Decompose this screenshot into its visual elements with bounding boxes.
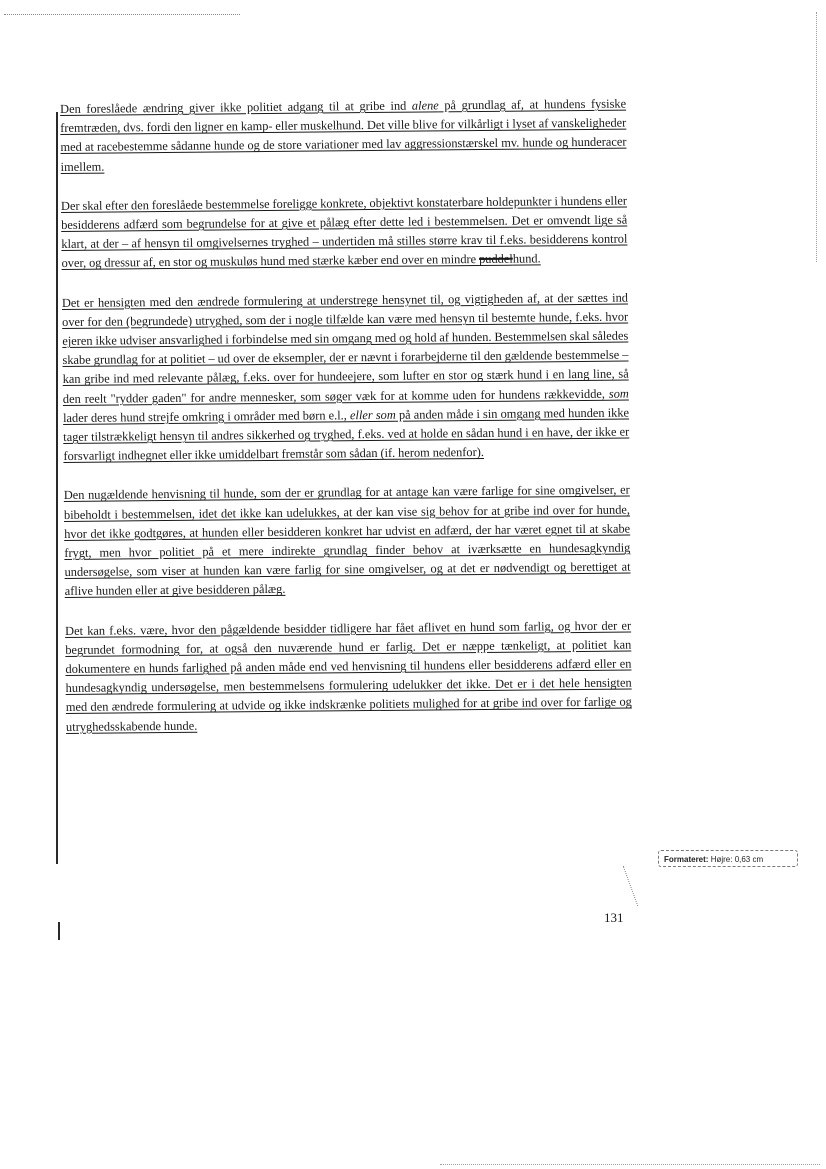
comment-leader-line — [623, 866, 669, 906]
paragraph-text: Den nugældende henvisning til hunde, som der er grundlag for at antage kan være farlige for sine omgivelser, er bibeholdt i bestemmelsen, idet det ikke kan udelukkes, at der kan vise sig behov for at gribe ind over for hunde, hvor det ikke godtgøres, at hunden eller besidderen konkret har udvist en adfærd, der har været egnet til at skabe frygt, men hvor politiet på et mere indirekte grundlag finder behov at iværksætte en hundesagkyndig undersøgelse, som viser at hunden kan være farlig for sine omgivelser, og at det er nødvendigt og berettiget at aflive hunden eller at give besidderen pålæg. — [63, 483, 631, 599]
revision-change-bar-lower — [58, 922, 60, 940]
italic-text: som — [608, 386, 629, 401]
body-paragraph — [65, 616, 632, 737]
comment-text: Højre: 0,63 cm — [710, 855, 764, 864]
page-number: 131 — [604, 910, 624, 925]
comment-label: Formateret: — [664, 855, 709, 864]
deleted-text: puddel — [478, 252, 513, 267]
paragraph-text: lader deres hund strejfe omkring i områder med børn e.l., — [62, 408, 351, 425]
paragraph-text: Det er hensigten med den ændrede formulering at understrege hensynet til, og vigtigheden af, at der sættes ind over for den (begrundede) utryghed, som der i nogle tilfælde kan være med hensyn til bestemte hunde, f.eks. hvor ejeren ikke udviser ansvarlighed i forbindelse med sin omgang med og hold af hunden. Bestemmelsen skal således skabe grundlag for at politiet – ud over de eksempler, der er nævnt i forarbejderne til den gældende bestemmelse – kan gribe ind med relevante pålæg, f.eks. over for hundeejere, som lufter en stor og stærk hund i en lang line, så den reelt "rydder gaden" for andre mennesker, som søger væk for at komme uden for hundens rækkevidde, — [61, 290, 629, 406]
italic-text: eller som — [349, 407, 396, 423]
scan-edge-bottom — [440, 1164, 820, 1165]
paragraph-text: Der skal efter den foreslåede bestemmelse foreligge konkrete, objektivt konstaterbare holdepunkter i hundens eller besidderens adfærd som begrundelse for at give et pålæg efter dette led i bestemmelsen. Det er omvendt lige så klart, at der – af hensyn til omgivelsernes tryghed – undertiden må stilles større krav til f.eks. besidderens kontrol over, og dressur af, en stor og muskuløs hund med stærke kæber end over en mindre — [60, 193, 628, 271]
scan-edge-right — [816, 12, 817, 262]
italic-text: alene — [411, 98, 439, 113]
paragraph-text: på grundlag af, at hundens fysiske fremtræden, dvs. fordi den ligner en kamp- eller muskelhund. Det ville blive for vilkårligt i lyset af vanskeligheder med at racebestemme sådanne hunde og de store variationer med lav aggressionstærskel mv. hunde og hunderacer imellem. — [60, 96, 627, 174]
body-paragraph — [61, 191, 628, 273]
body-paragraph — [64, 481, 631, 602]
body-paragraph — [60, 95, 627, 177]
paragraph-text: på anden måde i sin omgang med hunden ikke tager tilstrækkeligt hensyn til andres sikkerhed og tryghed, f.eks. ved at holde en sådan hund i en have, der ikke er forsvarligt indhegnet eller ikke umiddelbart fremstår som sådan (if. herom nedenfor). — [63, 405, 630, 464]
scan-edge-top — [4, 14, 240, 15]
paragraph-text: Det kan f.eks. være, hvor den pågældende besidder tidligere har fået aflivet en hund som farlig, og hvor der er begrundet formodning for, at også den nuværende hund er farlig. Det er næppe tænkeligt, at politiet kan dokumentere en hunds farlighed på anden måde end ved henvisning til hundens eller besidderens adfærd eller en hundesagkyndig undersøgelse, men bestemmelsens formulering udelukker det ikke. Det er i det hele hensigten med den ændrede formulering at udvide og ikke indskrænke politiets mulighed for at gribe ind over for farlige og utryghedsskabende hunde. — [65, 618, 632, 734]
paragraph-text: Den foreslåede ændring giver ikke politiet adgang til at gribe ind — [60, 98, 412, 116]
paragraph-text: hund. — [512, 251, 541, 267]
revision-change-bar — [56, 112, 58, 864]
body-paragraph — [62, 288, 630, 466]
document-body — [60, 95, 632, 757]
formatting-comment-balloon[interactable] — [658, 850, 798, 867]
